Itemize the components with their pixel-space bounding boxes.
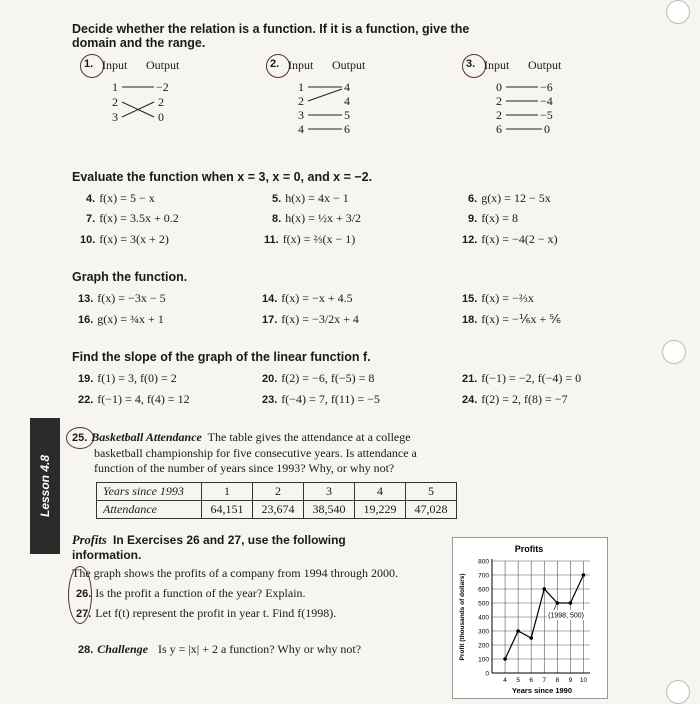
data-point <box>582 573 586 577</box>
exercise-20: 20. f(2) = −6, f(−5) = 8 <box>262 371 375 385</box>
exercise-16: 16. g(x) = ¾x + 1 <box>78 312 164 326</box>
problem-title: Basketball Attendance <box>91 430 202 444</box>
section1-heading: Decide whether the relation is a function. If it is a function, give the domain and the range. <box>72 22 470 50</box>
problem-number: 25. <box>72 432 88 444</box>
exercise-24: 24. f(2) = 2, f(8) = −7 <box>462 392 568 406</box>
section4-heading: Find the slope of the graph of the linear function f. <box>72 350 371 364</box>
profits-intro <box>72 533 346 548</box>
lesson-label: Lesson 4.8 <box>38 454 52 518</box>
x-tick-label: 8 <box>555 677 560 684</box>
exercise-13: 13. f(x) = −3x − 5 <box>78 291 166 305</box>
section2-heading: Evaluate the function when x = 3, x = 0, and x = −2. <box>72 170 373 184</box>
binder-hole-top <box>666 0 690 24</box>
output-label: Output <box>332 58 366 72</box>
output-value: 4 <box>344 94 350 108</box>
table-row <box>97 501 457 519</box>
table-cell: 47,028 <box>406 501 457 519</box>
y-tick-label: 500 <box>478 600 489 608</box>
input-label: Input <box>288 58 314 72</box>
exercise-23: 23. f(−4) = 7, f(11) = −5 <box>262 392 380 406</box>
exercise-10: 10. f(x) = 3(x + 2) <box>80 232 169 246</box>
table-row <box>97 483 457 501</box>
input-value: 2 <box>496 94 502 108</box>
data-point <box>516 629 520 633</box>
input-value: 2 <box>496 108 502 122</box>
exercise-6: 6. g(x) = 12 − 5x <box>468 191 551 205</box>
table-cell: 5 <box>406 483 457 501</box>
output-value: 0 <box>544 122 550 136</box>
exercise-18: 18. f(x) = −⅙x + ⅚ <box>462 312 561 326</box>
y-tick-label: 0 <box>485 670 489 678</box>
exercise-12: 12. f(x) = −4(2 − x) <box>462 232 558 246</box>
mapping-arrows <box>466 58 586 143</box>
output-value: 5 <box>344 108 350 122</box>
exercise-22: 22. f(−1) = 4, f(4) = 12 <box>78 392 190 406</box>
output-value: 2 <box>158 95 164 109</box>
input-value: 1 <box>298 80 304 94</box>
input-value: 1 <box>112 80 118 94</box>
profits-line-chart <box>452 537 606 697</box>
input-label: Input <box>484 58 510 72</box>
output-value: −4 <box>540 94 553 108</box>
attendance-table <box>96 482 457 519</box>
input-label: Input <box>102 58 128 72</box>
table-header-cell: Years since 1993 <box>97 483 202 501</box>
problem-text: function of the number of years since 1993? Why, or why not? <box>94 461 395 475</box>
input-value: 4 <box>298 122 304 136</box>
mapping-diagram-3 <box>466 58 586 143</box>
exercise-21: 21. f(−1) = −2, f(−4) = 0 <box>462 371 582 385</box>
exercise-19: 19. f(1) = 3, f(0) = 2 <box>78 371 177 385</box>
y-axis-label: Profit (thousands of dollars) <box>459 573 466 661</box>
x-tick-label: 6 <box>529 677 534 684</box>
profits-title: Profits <box>72 533 107 547</box>
x-tick-label: 5 <box>516 677 520 684</box>
exercise-9: 9. f(x) = 8 <box>468 211 518 225</box>
exercise-7: 7. f(x) = 3.5x + 0.2 <box>86 211 179 225</box>
section3-heading: Graph the function. <box>72 270 188 284</box>
binder-hole-bottom <box>666 680 690 704</box>
table-header-cell: Attendance <box>97 501 202 519</box>
output-value: −5 <box>540 108 553 122</box>
problem-number: 2. <box>270 58 280 70</box>
chart-title: Profits <box>514 544 544 554</box>
table-cell: 4 <box>355 483 406 501</box>
input-value: 3 <box>112 110 118 124</box>
table-cell: 2 <box>253 483 304 501</box>
output-value: 6 <box>344 122 350 136</box>
mapping-arrows <box>270 58 390 143</box>
table-cell: 38,540 <box>304 501 355 519</box>
problem-text: basketball championship for five consecutive years. Is attendance a <box>94 446 417 460</box>
x-tick-label: 10 <box>579 677 588 684</box>
input-value: 2 <box>298 94 304 108</box>
problem-number: 3. <box>466 58 476 70</box>
output-label: Output <box>146 58 180 72</box>
y-tick-label: 800 <box>478 558 489 566</box>
table-cell: 64,151 <box>202 501 253 519</box>
lesson-sidebar-tab <box>30 418 60 554</box>
profits-intro-line2: information. <box>72 548 142 562</box>
mapping-diagram-2 <box>270 58 390 143</box>
table-cell: 23,674 <box>253 501 304 519</box>
y-tick-label: 100 <box>478 656 489 664</box>
table-cell: 19,229 <box>355 501 406 519</box>
input-value: 3 <box>298 108 304 122</box>
data-point <box>569 601 573 605</box>
question-26: 26. Is the profit a function of the year? Explain. <box>76 586 306 600</box>
mapping-diagram-1 <box>84 58 204 128</box>
table-cell: 3 <box>304 483 355 501</box>
x-tick-label: 9 <box>568 677 573 684</box>
exercise-4: 4. f(x) = 5 − x <box>86 191 155 205</box>
exercise-17: 17. f(x) = −3/2x + 4 <box>262 312 359 326</box>
x-axis-label: Years since 1990 <box>511 686 573 695</box>
y-tick-label: 600 <box>478 586 489 594</box>
output-value: 4 <box>344 80 350 94</box>
problem-number: 1. <box>84 58 94 70</box>
exercise-14: 14. f(x) = −x + 4.5 <box>262 291 353 305</box>
output-label: Output <box>528 58 562 72</box>
question-27: 27. Let f(t) represent the profit in year t. Find f(1998). <box>76 606 337 620</box>
output-value: −2 <box>156 80 169 94</box>
data-point <box>503 657 507 661</box>
binder-hole-middle <box>662 340 686 364</box>
exercise-15: 15. f(x) = −⅔x <box>462 291 534 305</box>
table-cell: 1 <box>202 483 253 501</box>
problem-25 <box>72 430 452 476</box>
exercise-5: 5. h(x) = 4x − 1 <box>272 191 349 205</box>
output-value: −6 <box>540 80 553 94</box>
profits-description: The graph shows the profits of a company from 1994 through 2000. <box>72 566 398 580</box>
annotation-label: (1998, 500) <box>548 612 584 620</box>
input-value: 0 <box>496 80 502 94</box>
profits-intro-text: In Exercises 26 and 27, use the following <box>112 533 346 547</box>
y-tick-label: 200 <box>478 642 489 650</box>
output-value: 0 <box>158 110 164 124</box>
x-tick-label: 4 <box>503 677 507 684</box>
y-tick-label: 400 <box>478 614 489 622</box>
y-tick-label: 300 <box>478 628 489 636</box>
x-tick-label: 7 <box>542 677 547 684</box>
exercise-11: 11. f(x) = ⅔(x − 1) <box>264 232 356 246</box>
exercise-8: 8. h(x) = ½x + 3/2 <box>272 211 362 225</box>
data-point <box>542 587 546 591</box>
problem-text: The table gives the attendance at a college <box>207 430 411 444</box>
data-point <box>529 636 533 640</box>
y-tick-label: 700 <box>478 572 489 580</box>
question-28: 28. Challenge Is y = |x| + 2 a function? Why or why not? <box>78 642 362 656</box>
mapping-arrows <box>84 58 204 128</box>
input-value: 2 <box>112 95 118 109</box>
input-value: 6 <box>496 122 502 136</box>
